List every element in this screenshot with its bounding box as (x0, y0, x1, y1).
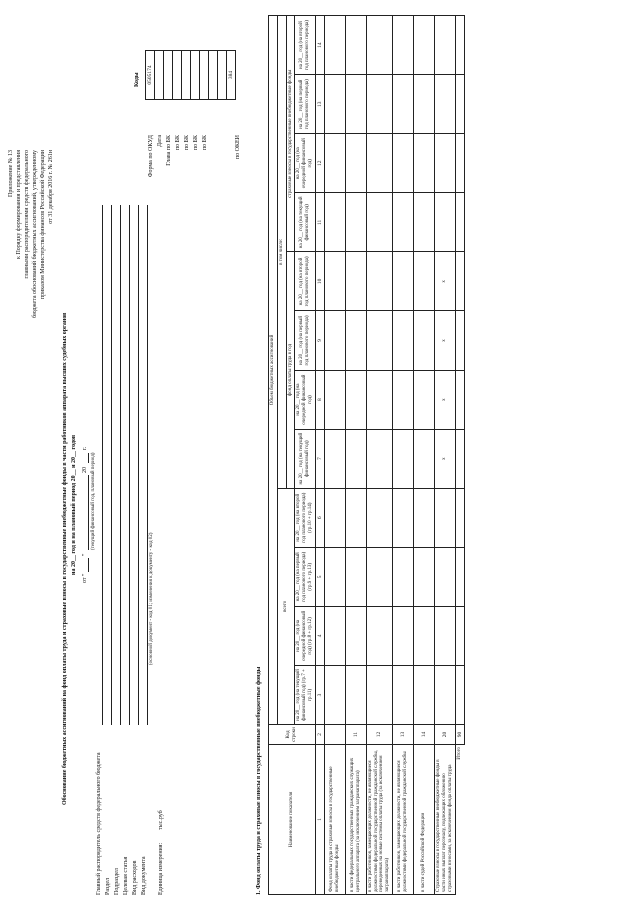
col-num: 8 (315, 370, 324, 429)
row-value-cell (413, 75, 434, 134)
row-value-cell (392, 311, 413, 370)
row-value-cell (366, 547, 392, 606)
row-value-cell (324, 429, 345, 488)
field-cs: Целевая статья (123, 856, 129, 895)
table-row (434, 16, 455, 895)
row-value-cell (345, 547, 366, 606)
row-value-cell (392, 665, 413, 724)
row-code (324, 725, 345, 745)
row-name: в части работников, замещающих должности, не являющиеся должностями федеральной государственной гражданской службы, переведенных на новые системы оплаты труда (за исключением загранаппарата) (366, 745, 392, 895)
page-title: Обоснование бюджетных ассигнований на фонд оплаты труда и страховые взносы в государственные внебюджетные фонды в части работников аппарата высших судебных органов (62, 312, 68, 805)
row-value-cell (366, 665, 392, 724)
x-mark: x (434, 370, 455, 429)
row-value-cell (392, 193, 413, 252)
annex-line-3: главными распорядителями средств федерального (24, 150, 30, 279)
row-value-cell (366, 75, 392, 134)
row-code: 12 (366, 725, 392, 745)
col-num: 1 (315, 745, 324, 895)
group-total-header: всего (277, 488, 295, 724)
row-value-cell (434, 75, 455, 134)
row-value-cell (434, 665, 455, 724)
row-value-cell (434, 606, 455, 665)
row-value-cell (345, 311, 366, 370)
row-value-cell (366, 606, 392, 665)
sub-col-4: на 20__ год (на очередной финансовый год) (гр.8 + гр.12) (295, 606, 315, 665)
code-blank-2 (218, 51, 227, 100)
group-ins-header: страховые взносы в государственные внебюджетные фонды (286, 16, 295, 252)
row-value-cell (434, 193, 455, 252)
field-doc: Вид документа (141, 856, 147, 895)
row-value-cell (324, 488, 345, 547)
row-value-cell (392, 252, 413, 311)
row-value-cell (434, 488, 455, 547)
row-value-cell (392, 16, 413, 75)
code-label-okud: Форма по ОКУД (148, 135, 154, 178)
sub-col-11: на 20__ год (на текущий финансовый год) (295, 193, 315, 252)
group-fot-header: фонд оплаты труда в год (286, 252, 295, 488)
date-quote: " (82, 553, 88, 556)
field-razdel: Раздел (105, 878, 111, 895)
period-line: на 20__ год и на плановый период 20__ и 20__ годов (71, 434, 77, 575)
row-value-cell (324, 16, 345, 75)
annex-line-5: приказом Министерства финансов Российской Федерации (40, 150, 46, 300)
row-value-cell (413, 606, 434, 665)
annex-line-1: Приложение № 13 (8, 150, 14, 197)
row-value-cell (345, 75, 366, 134)
date-from: от " (82, 573, 88, 583)
row-value-cell (345, 606, 366, 665)
row-value-cell (413, 252, 434, 311)
code-date (155, 51, 164, 100)
row-value-cell (366, 16, 392, 75)
row-value-cell (324, 547, 345, 606)
row-code: 11 (345, 725, 366, 745)
row-value-cell (345, 429, 366, 488)
sub-col-8: на 20__ год (на очередной финансовый год) (295, 370, 315, 429)
sub-col-6: на 20__ год (на второй год планового периода) (гр.10 + гр.14) (295, 488, 315, 547)
field-gr: Главный распорядитель средств федерального бюджета (96, 752, 102, 895)
row-value-cell (392, 75, 413, 134)
row-value-cell (392, 429, 413, 488)
x-mark: x (434, 311, 455, 370)
row-value-cell (345, 665, 366, 724)
main-table (268, 15, 465, 895)
row-value-cell (413, 547, 434, 606)
field-vr: Вид расходов (132, 860, 138, 895)
col-num: 11 (315, 193, 324, 252)
code-bk3 (191, 51, 200, 100)
col-num: 5 (315, 547, 324, 606)
x-mark: x (434, 252, 455, 311)
sub-col-14: на 20__ год (на второй год планового периода) (295, 16, 315, 75)
code-label-bk3: по БК (193, 135, 199, 151)
row-value-cell (413, 193, 434, 252)
col-num: 7 (315, 429, 324, 488)
row-value-cell (324, 75, 345, 134)
date-year: 20 (82, 467, 88, 473)
units-label: Единица измерения: (158, 842, 164, 895)
code-label-bk1: по БК (175, 135, 181, 151)
row-value-cell (413, 370, 434, 429)
sub-col-13: на 20__ год (на первый год планового периода) (295, 75, 315, 134)
row-value-cell (413, 488, 434, 547)
row-value-cell (366, 488, 392, 547)
row-name: в части федеральных государственных гражданских служащих центрального аппарата (за исключением загранаппарата) (345, 745, 366, 895)
table-row (392, 16, 413, 895)
col-num: 14 (315, 16, 324, 75)
col-num: 12 (315, 134, 324, 193)
sub-col-10: на 20__ год (на второй год планового периода) (295, 252, 315, 311)
code-okud: 0505174 (146, 51, 155, 100)
col-num: 4 (315, 606, 324, 665)
row-name: в части судей Российской Федерации (413, 745, 434, 895)
row-code: 20 (434, 725, 455, 745)
row-value-cell (413, 134, 434, 193)
row-code: 14 (413, 725, 434, 745)
date-caption: (текущий финансовый год, плановый период) (91, 452, 96, 550)
total-row (455, 16, 464, 895)
row-value-cell (413, 665, 434, 724)
section-title: 1. Фонд оплаты труда и страховые взносы в государственные внебюджетные фонды (256, 666, 262, 895)
code-label-bk4: по БК (202, 135, 208, 151)
x-mark: x (434, 429, 455, 488)
row-value-cell (413, 429, 434, 488)
code-label-glava: Глава по БК (166, 135, 172, 166)
row-value-cell (345, 134, 366, 193)
col-num: 10 (315, 252, 324, 311)
row-value-cell (324, 252, 345, 311)
sub-col-9: на 20__ год (на первый год планового периода) (295, 311, 315, 370)
row-value-cell (324, 370, 345, 429)
col-name-header: Наименование показателя (269, 745, 316, 895)
code-label-date: Дата (157, 135, 163, 147)
code-label-bk2: по БК (184, 135, 190, 151)
annex-line-4: бюджета обоснований бюджетных ассигнований, утвержденному (32, 150, 38, 318)
annex-line-6: от 31 декабря 2016 г. № 261н (48, 150, 54, 224)
row-value-cell (392, 488, 413, 547)
row-value-cell (392, 606, 413, 665)
column-numbers-row (315, 16, 324, 895)
sub-col-7: на 20__ год (на текущий финансовый год) (295, 429, 315, 488)
doc-caption: (основной документ - код 01; изменения к документу - код 02) (149, 532, 154, 665)
row-value-cell (324, 311, 345, 370)
col-num: 13 (315, 75, 324, 134)
table-row (366, 16, 392, 895)
row-value-cell (366, 370, 392, 429)
total-code: 90 (455, 725, 464, 745)
row-value-cell (324, 193, 345, 252)
row-value-cell (366, 252, 392, 311)
row-value-cell (345, 488, 366, 547)
row-value-cell (345, 252, 366, 311)
group-main-header: Объем бюджетных ассигнований (269, 16, 278, 725)
field-podrazdel: Подраздел (114, 868, 120, 895)
row-name: Фонд оплаты труда и страховые взносы в государственные внебюджетные фонды (324, 745, 345, 895)
date-g: г. (82, 446, 88, 450)
row-value-cell (345, 16, 366, 75)
row-value-cell (434, 134, 455, 193)
col-num: 3 (315, 665, 324, 724)
table-row (345, 16, 366, 895)
row-code: 13 (392, 725, 413, 745)
annex-line-2: к Порядку формирования и представления (16, 150, 22, 259)
row-value-cell (413, 311, 434, 370)
row-value-cell (366, 429, 392, 488)
col-num: 6 (315, 488, 324, 547)
row-value-cell (324, 665, 345, 724)
sub-col-12: на 20__ год (на очередной финансовый год) (295, 134, 315, 193)
row-value-cell (434, 16, 455, 75)
row-value-cell (392, 547, 413, 606)
col-code-header: Код строки (269, 725, 316, 745)
table-row (413, 16, 434, 895)
row-value-cell (413, 16, 434, 75)
codes-table (145, 50, 236, 100)
table-body (324, 16, 455, 895)
row-name: Страховые взносы в государственные внебюджетные фонды в части иных выплат персоналу, подлежащих обложению страховыми взносами, за исключением фонда оплаты труда (434, 745, 455, 895)
units-value: тыс.руб (158, 810, 164, 830)
col-num: 9 (315, 311, 324, 370)
row-value-cell (345, 370, 366, 429)
row-value-cell (366, 311, 392, 370)
row-name: в части работников, замещающих должности, не являющиеся должностями федеральной государственной гражданской службы (392, 745, 413, 895)
group-incl-header: в том числе: (277, 16, 286, 489)
row-value-cell (434, 547, 455, 606)
code-bk4 (200, 51, 209, 100)
row-value-cell (392, 134, 413, 193)
total-label: Итого (457, 747, 463, 760)
code-glava (164, 51, 173, 100)
row-value-cell (392, 370, 413, 429)
row-value-cell (366, 134, 392, 193)
code-bk2 (182, 51, 191, 100)
sub-col-5: на 20__ год (на первый год планового периода) (гр.9 + гр.13) (295, 547, 315, 606)
row-value-cell (366, 193, 392, 252)
row-value-cell (324, 134, 345, 193)
code-blank-1 (209, 51, 218, 100)
table-row (324, 16, 345, 895)
code-bk1 (173, 51, 182, 100)
row-value-cell (345, 193, 366, 252)
code-okei: 384 (227, 51, 236, 100)
col-num: 2 (315, 725, 324, 745)
sub-col-3: на 20__ год (на текущий финансовый год) (гр.7 + гр.11) (295, 665, 315, 724)
row-value-cell (324, 606, 345, 665)
code-label-okei: по ОКЕИ (235, 135, 241, 160)
codes-header: Коды (134, 72, 140, 87)
